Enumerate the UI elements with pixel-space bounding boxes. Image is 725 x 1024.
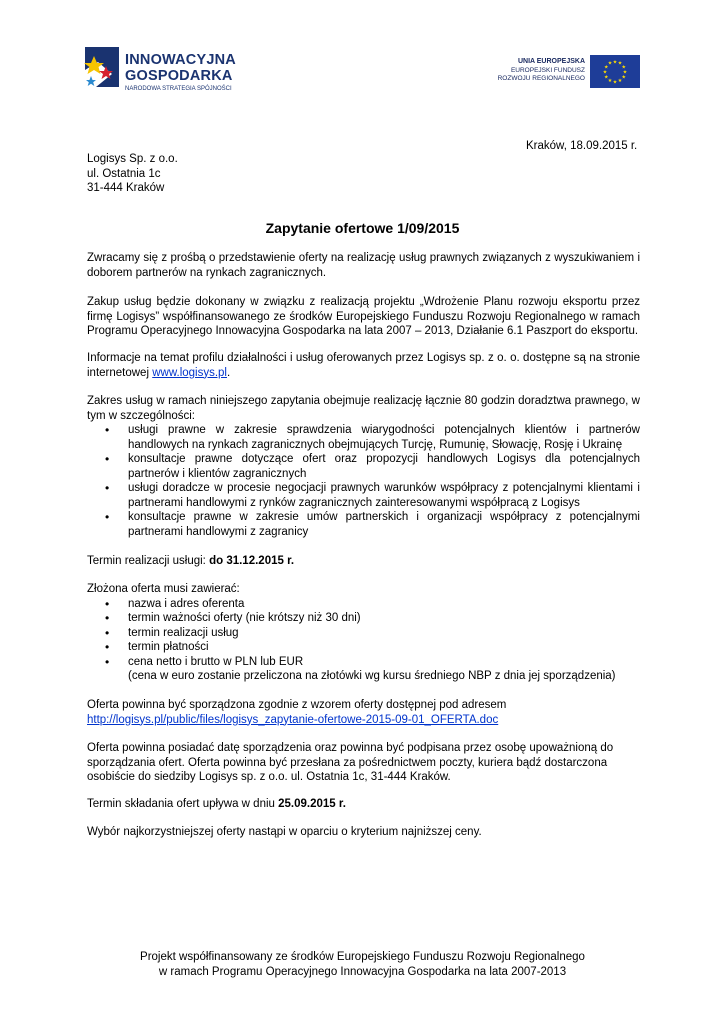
ig-logo-subtitle: NARODOWA STRATEGIA SPÓJNOŚCI [125,86,232,92]
submission-deadline [87,797,640,812]
eu-logo-text [498,58,585,84]
offer-item: • nazwa i adres oferenta [87,597,640,612]
currency-note: (cena w euro zostanie przeliczona na złotówki wg kursu średniego NBP z dnia jej sporządzenia) [128,670,616,682]
innowacyjna-gospodarka-logo [82,44,262,99]
recipient-city: 31-444 Kraków [87,182,165,194]
scope-item: • konsultacje prawne w zakresie umów partnerskich i organizacji współpracy z potencjalnymi partnerami handlowymi z zagranicy [87,510,640,539]
offer-list [87,597,640,670]
ig-logo-line2: GOSPODARKA [125,68,233,84]
scope-section [87,394,640,539]
scope-item: • usługi prawne w zakresie sprawdzenia wiarygodności potencjalnych klientów i partnerów handlowych na rynkach zagranicznych obejmujących Turcję, Rumunię, Słowację, Rosję i Ukrainę [87,423,640,452]
offer-template-section [87,698,640,727]
svg-text:★: ★ [612,59,618,66]
letter-date: Kraków, 18.09.2015 r. [526,140,638,152]
svg-text:★: ★ [621,64,626,71]
eu-flag-icon [590,55,640,88]
paragraph-project: Zakup usług będzie dokonany w związku z realizacją projektu „Wdrożenie Planu rozwoju eksportu przez firmę Logisys” współfinansowanego ze środków Europejskiego Funduszu Rozwoju Regionalnego w ramach Programu Operacyjnego Innowacyjna Gospodarka na lata 2007 – 2013, Działanie 6.1 Paszport do eksportu. [87,296,640,337]
ig-logo-line1: INNOWACYJNA [125,52,236,68]
selection-criterion: Wybór najkorzystniejszej oferty nastąpi w oparciu o kryterium najniższej ceny. [87,826,482,838]
eu-logo-line1: UNIA EUROPEJSKA [517,58,585,65]
deadline-label: Termin realizacji usługi: [87,555,210,567]
page-footer [0,950,725,980]
scope-item: • konsultacje prawne dotyczące ofert oraz propozycji handlowych Logisys dla potencjalnych partnerów i klientów zagranicznych [87,452,640,481]
recipient-name: Logisys Sp. z o.o. [87,153,178,165]
paragraph-company-info [87,351,640,380]
offer-item: • termin płatności [87,640,640,655]
submission-value: 25.09.2015 r. [278,798,346,810]
offer-item: • termin realizacji usług [87,626,640,641]
scope-list [87,423,640,539]
svg-text:★: ★ [604,64,609,71]
document-title: Zapytanie ofertowe 1/09/2015 [265,220,460,236]
realization-deadline [87,554,640,569]
company-info-end: . [227,366,231,379]
svg-text:★: ★ [607,78,613,84]
eu-logo [490,55,640,90]
submission-label: Termin składania ofert upływa w dniu [87,798,279,810]
svg-text:★: ★ [621,74,626,81]
eu-logo-line3: ROZWOJU REGIONALNEGO [497,75,585,82]
scope-item: • usługi doradcze w procesie negocjacji prawnych warunków współpracy z potencjalnymi klientami i partnerami handlowymi z rynków zagranicznych zainteresowanymi współpracą z Logisys [87,481,640,510]
eu-logo-line2: EUROPEJSKI FUNDUSZ [510,66,585,74]
offer-requirements [87,582,640,684]
svg-text:★: ★ [602,69,608,76]
offer-template-text: Oferta powinna być sporządzona zgodnie z wzorem oferty dostępnej pod adresem [87,699,507,711]
svg-text:★: ★ [604,74,609,81]
scope-intro: Zakres usług w ramach niniejszego zapytania obejmuje realizację łącznie 80 godzin doradztwa prawnego, w tym w szczególności: [87,395,640,422]
recipient-address [87,152,178,196]
paragraph-signature: Oferta powinna posiadać datę sporządzenia oraz powinna być podpisana przez osobę upoważnioną do sporządzania ofert. Oferta powinna być przesłana za pośrednictwem poczty, kuriera bądź dostarczona osobiście do siedziby Logisys sp. z o.o. ul. Ostatnia 1c, 31-444 Kraków. [87,742,614,783]
svg-text:★: ★ [617,60,623,67]
svg-text:★: ★ [607,60,613,67]
deadline-value: do 31.12.2015 r. [209,555,295,567]
recipient-street: ul. Ostatnia 1c [87,167,161,180]
company-website-link[interactable]: www.logisys.pl [152,366,227,379]
svg-text:★: ★ [622,69,628,76]
offer-item: • cena netto i brutto w PLN lub EUR [87,655,640,670]
svg-text:★: ★ [612,79,618,86]
offer-intro: Złożona oferta musi zawierać: [87,583,240,595]
footer-line1: Projekt współfinansowany ze środków Europejskiego Funduszu Rozwoju Regionalnego [140,951,585,963]
ig-emblem-icon [82,44,122,90]
svg-text:★: ★ [617,78,623,84]
company-info-text: Informacje na temat profilu działalności i usług oferowanych przez Logisys sp. z o. o. dostępne są na stronie internetowej [87,352,640,379]
offer-item: • termin ważności oferty (nie krótszy niż 30 dni) [87,611,640,626]
offer-template-link[interactable]: http://logisys.pl/public/files/logisys_zapytanie-ofertowe-2015-09-01_OFERTA.doc [87,713,499,726]
footer-line2: w ramach Programu Operacyjnego Innowacyjna Gospodarka na lata 2007-2013 [158,966,567,978]
paragraph-request: Zwracamy się z prośbą o przedstawienie oferty na realizację usług prawnych związanych z wyszukiwaniem i doborem partnerów na rynkach zagranicznych. [87,252,640,279]
